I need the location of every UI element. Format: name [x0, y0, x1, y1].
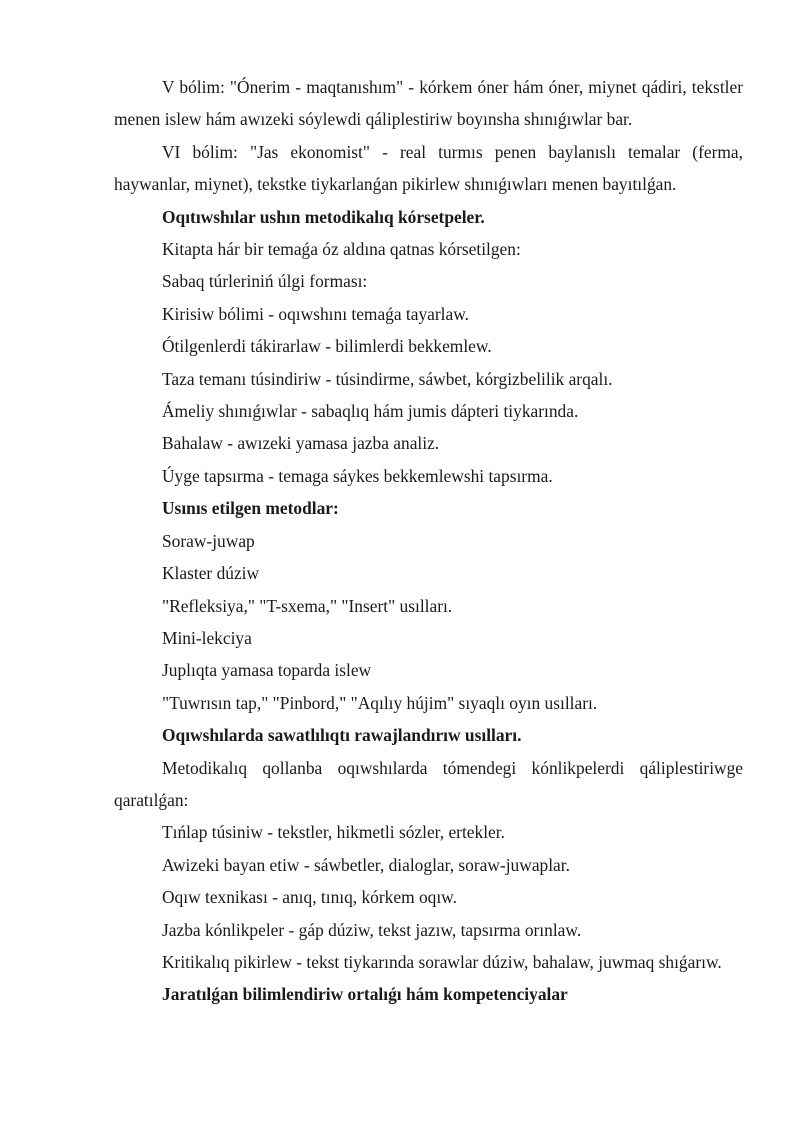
list-item: Úyge tapsırma - temaga sáykes bekkemlewshi tapsırma. [162, 465, 553, 486]
list-item: Bahalaw - awızeki yamasa jazba analiz. [162, 433, 440, 454]
list-item: Mini-lekciya [162, 627, 252, 648]
text-line: Sabaq túrleriniń úlgi forması: [162, 271, 368, 292]
text-line: Kitapta hár bir temaǵa óz aldına qatnas kórsetilgen: [162, 239, 521, 260]
heading-learning-environment: Jaratılǵan bilimlendiriw ortalıǵı hám kompetenciyalar [162, 984, 568, 1005]
list-item: Kirisiw bólimi - oqıwshını temaǵa tayarlaw. [162, 303, 470, 324]
paragraph-critical-thinking: Kritikalıq pikirlew - tekst tiykarında sorawlar dúziw, bahalaw, juwmaq shıǵarıw. [162, 951, 722, 972]
paragraph-section-v: V bólim: "Ónerim - maqtanıshım" - kórkem óner hám óner, miynet qádiri, tekstler menen islew hám awızeki sóylewdi qáliplestiriw boyınsha shınıǵıwlar bar. [114, 77, 743, 130]
list-item: "Tuwrısın tap," "Pinbord," "Aqılıy hújim" sıyaqlı oyın usılları. [162, 692, 598, 713]
list-item: Ótilgenlerdi tákirarlaw - bilimlerdi bekkemlew. [162, 336, 492, 357]
heading-teacher-guidelines: Oqıtıwshılar ushın metodikalıq kórsetpeler. [162, 206, 485, 227]
paragraph-methodical-guide: Metodikalıq qollanba oqıwshılarda tómendegi kónlikpelerdi qáliplestiriwge qaratılǵan: [114, 757, 743, 810]
list-item: Jazba kónlikpeler - gáp dúziw, tekst jazıw, tapsırma orınlaw. [162, 919, 582, 940]
list-item: Klaster dúziw [162, 563, 260, 584]
heading-literacy-methods: Oqıwshılarda sawatlılıqtı rawajlandırıw usılları. [162, 725, 522, 746]
list-item: Juplıqta yamasa toparda islew [162, 660, 372, 681]
list-item: Taza temanı túsindiriw - túsindirme, sáwbet, kórgizbelilik arqalı. [162, 368, 613, 389]
list-item: Tıńlap túsiniw - tekstler, hikmetli sózler, ertekler. [162, 822, 505, 843]
list-item: Awizeki bayan etiw - sáwbetler, dialoglar, soraw-juwaplar. [162, 854, 570, 875]
heading-recommended-methods: Usınıs etilgen metodlar: [162, 498, 339, 519]
list-item: Soraw-juwap [162, 530, 255, 551]
list-item: Ámeliy shınıǵıwlar - sabaqlıq hám jumis dápteri tiykarında. [162, 401, 579, 422]
paragraph-section-vi: VI bólim: "Jas ekonomist" - real turmıs penen baylanıslı temalar (ferma, haywanlar, miynet), tekstke tiykarlanǵan pikirlew shınıǵıwları menen bayıtılǵan. [114, 141, 743, 195]
list-item: Oqıw texnikası - anıq, tınıq, kórkem oqıw. [162, 887, 457, 908]
list-item: "Refleksiya," "T-sxema," "Insert" usılları. [162, 595, 453, 616]
